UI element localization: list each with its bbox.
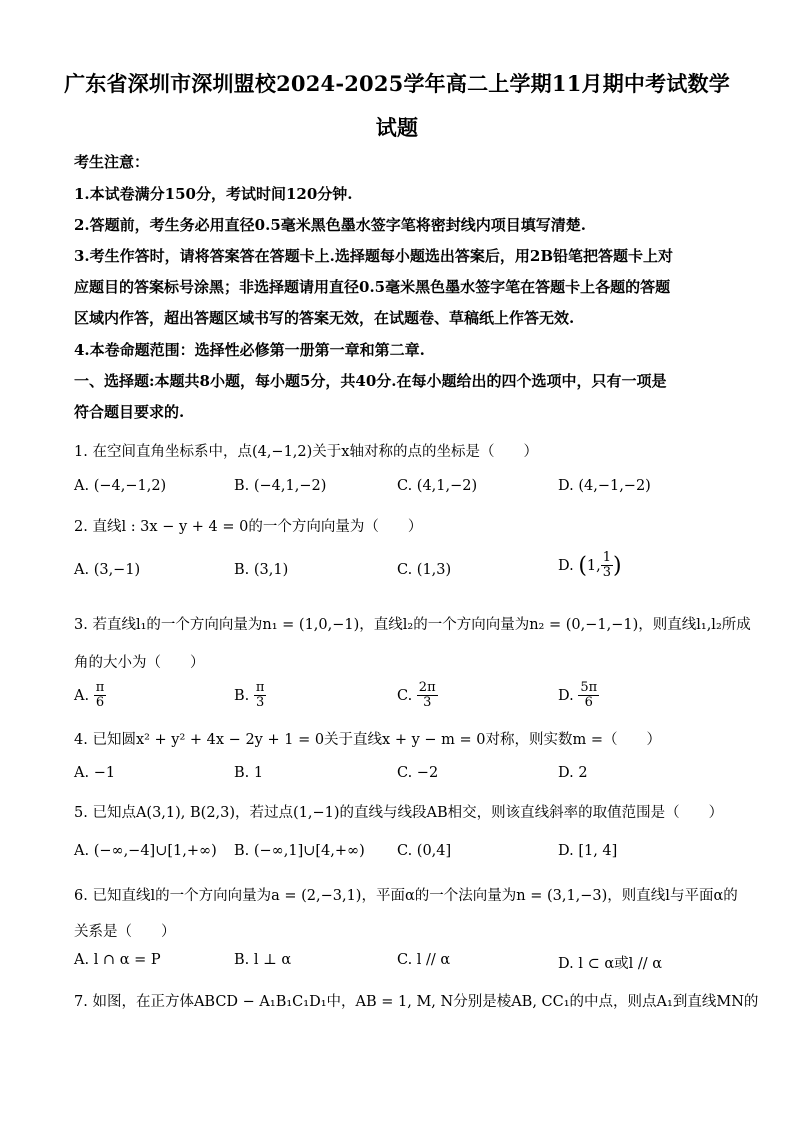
question-6-option-c: C. l // α [397,952,451,968]
question-6-option-b: B. l ⊥ α [234,952,292,968]
option-fraction [94,681,107,711]
question-5-option-a: A. (−∞,−4]∪[1,+∞) [74,843,217,859]
question-2-stem: 2. 直线l : 3x − y + 4 = 0的一个方向向量为（ ） [74,519,423,535]
question-1-option-c: C. (4,1,−2) [397,478,478,494]
question-1-stem: 1. 在空间直角坐标系中，点(4,−1,2)关于x轴对称的点的坐标是（ ） [74,444,538,460]
fraction-denominator: 6 [584,695,593,711]
question-3-stem-cont: 角的大小为（ ） [74,655,205,671]
question-3-stem: 3. 若直线l₁的一个方向向量为n₁ = (1,0,−1)，直线l₂的一个方向向量为n₂ = (0,−1,−1)，则直线l₁,l₂所成 [74,617,751,633]
question-4-option-d: D. 2 [558,765,588,781]
question-6-option-a: A. l ∩ α = P [74,952,161,968]
option-label: A. [74,687,90,704]
exam-title-line1: 广东省深圳市深圳盟校2024-2025学年高二上学期11月期中考试数学 [64,71,730,96]
question-2-option-a: A. (3,−1) [74,562,141,578]
fraction-denominator: 3 [256,695,265,711]
option-d-fraction [601,551,613,581]
fraction-denominator: 3 [423,695,432,711]
option-fraction [417,681,438,711]
question-4-option-a: A. −1 [74,765,116,781]
option-d-prefix: 1, [586,557,601,574]
question-3-option-d [558,681,599,711]
section-heading: 一、选择题:本题共8小题，每小题5分，共40分.在每小题给出的四个选项中，只有一项是 [74,372,667,390]
question-5-stem: 5. 已知点A(3,1), B(2,3)，若过点(1,−1)的直线与线段AB相交，则该直线斜率的取值范围是（ ） [74,805,724,821]
fraction-denominator: 3 [602,565,612,581]
section-heading-cont: 符合题目要求的. [74,403,185,421]
notice-item: 1.本试卷满分150分，考试时间120分钟. [74,185,353,203]
question-5-option-c: C. (0,4] [397,843,452,859]
question-6-stem-cont: 关系是（ ） [74,924,176,940]
notice-item: 应题目的答案标号涂黑；非选择题请用直径0.5毫米黑色墨水签字笔在答题卡上各题的答题 [74,278,671,296]
question-4-option-b: B. 1 [234,765,264,781]
fraction-numerator: 1 [602,550,612,565]
fraction-numerator: 2π [418,680,436,695]
question-6-option-d: D. l ⊂ α或l // α [558,956,663,972]
notice-item: 4.本卷命题范围：选择性必修第一册第一章和第二章. [74,341,425,359]
exam-title-line2: 试题 [375,115,419,140]
option-d-label: D. [558,557,574,574]
question-2-option-d: D. (1, $\frac{1}{3}$ ) [558,550,622,581]
option-label: D. [558,687,574,704]
option-label: C. [397,687,413,704]
fraction-denominator: 6 [95,695,105,711]
question-1-option-d: D. (4,−1,−2) [558,478,651,494]
notice-item: 区域内作答，超出答题区域书写的答案无效，在试题卷、草稿纸上作答无效. [74,309,575,327]
question-3-option-a [74,681,106,711]
question-6-stem: 6. 已知直线l的一个方向向量为a = (2,−3,1)，平面α的一个法向量为n = (3,1,−3)，则直线l与平面α的 [74,888,738,904]
question-3-option-b [234,681,266,711]
question-2-option-c: C. (1,3) [397,562,452,578]
question-7-stem: 7. 如图，在正方体ABCD − A₁B₁C₁D₁中，AB = 1, M, N分别是棱AB, CC₁的中点，则点A₁到直线MN的 [74,994,759,1010]
notice-heading: 考生注意： [74,153,150,171]
option-label: B. [234,687,250,704]
notice-item: 2.答题前，考生务必用直径0.5毫米黑色墨水签字笔将密封线内项目填写清楚. [74,216,586,234]
question-5-option-d: D. [1, 4] [558,843,618,859]
question-3-option-c [397,681,438,711]
fraction-numerator: 5π [580,680,598,695]
question-4-stem: 4. 已知圆x² + y² + 4x − 2y + 1 = 0关于直线x + y − m = 0对称，则实数m =（ ） [74,732,662,748]
fraction-numerator: π [95,680,105,695]
question-4-option-c: C. −2 [397,765,439,781]
option-fraction [254,681,267,711]
question-1-option-a: A. (−4,−1,2) [74,478,167,494]
notice-item: 3.考生作答时，请将答案答在答题卡上.选择题每小题选出答案后，用2B铅笔把答题卡上对 [74,247,674,265]
question-2-option-b: B. (3,1) [234,562,289,578]
option-fraction [578,681,599,711]
question-1-option-b: B. (−4,1,−2) [234,478,327,494]
fraction-numerator: π [255,680,265,695]
question-5-option-b: B. (−∞,1]∪[4,+∞) [234,843,365,859]
